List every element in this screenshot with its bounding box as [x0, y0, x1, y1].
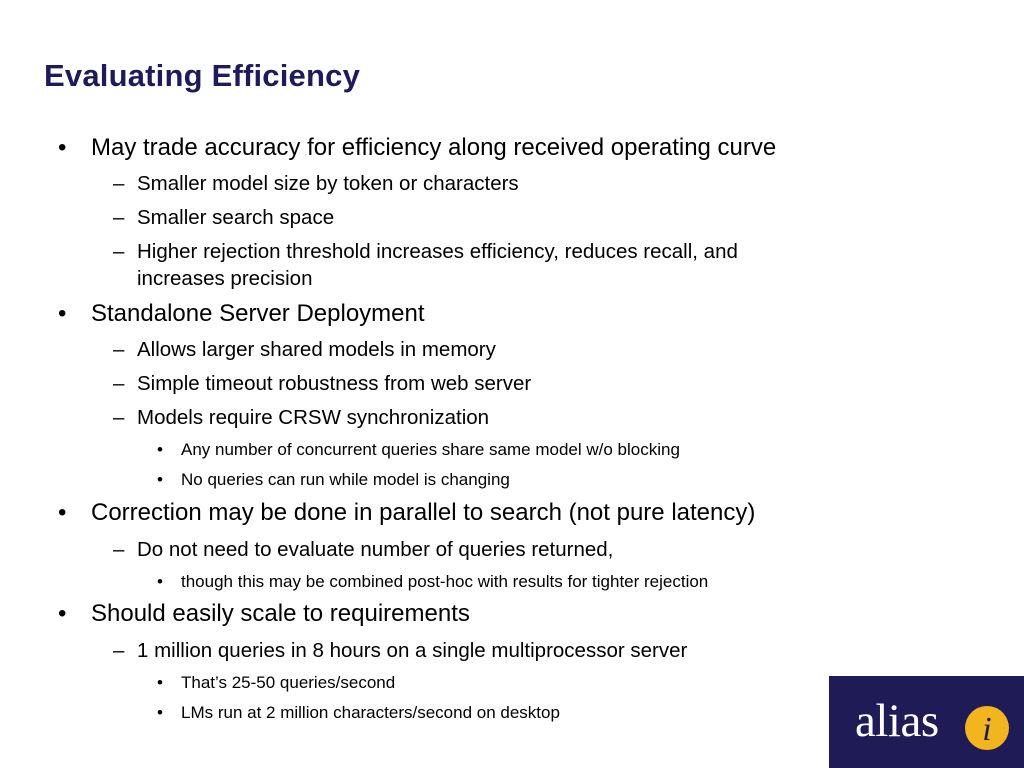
alias-i-logo [829, 676, 1024, 768]
sub-bullet-marker: – [113, 206, 125, 229]
bullet-marker: • [58, 499, 67, 526]
sub-bullet-marker: – [113, 372, 125, 395]
sub-bullet-text: Do not need to evaluate number of queries returned, [137, 538, 614, 561]
sub-bullet-text: Higher rejection threshold increases efficiency, reduces recall, and [137, 240, 738, 263]
sub-bullet-marker: – [113, 338, 125, 361]
sub-sub-bullet-text: That’s 25-50 queries/second [181, 673, 396, 692]
sub-bullet-text: Smaller model size by token or characters [137, 172, 519, 195]
logo-mark-letter: i [982, 711, 992, 748]
sub-bullet-marker: – [113, 172, 125, 195]
sub-bullet-text: Smaller search space [137, 206, 335, 229]
sub-bullet-text: 1 million queries in 8 hours on a single multiprocessor server [137, 639, 688, 662]
bullet-text: Standalone Server Deployment [91, 300, 425, 327]
sub-bullet-marker: – [113, 406, 125, 429]
sub-sub-bullet-marker: • [157, 673, 163, 692]
logo-wordmark: alias [855, 695, 939, 747]
sub-bullet-text: Simple timeout robustness from web server [137, 372, 532, 395]
bullet-text: Correction may be done in parallel to search (not pure latency) [91, 499, 756, 526]
sub-bullet-marker: – [113, 240, 125, 263]
sub-sub-bullet-text: Any number of concurrent queries share same model w/o blocking [181, 440, 680, 459]
sub-sub-bullet-text: though this may be combined post-hoc with results for tighter rejection [181, 572, 709, 591]
slide-title: Evaluating Efficiency [44, 58, 361, 93]
logo-i-mark-icon [963, 704, 1011, 752]
sub-bullet-marker: – [113, 538, 125, 561]
bullet-marker: • [58, 300, 67, 327]
sub-sub-bullet-marker: • [157, 440, 163, 459]
sub-sub-bullet-marker: • [157, 572, 163, 591]
bullet-marker: • [58, 600, 67, 627]
sub-bullet-text: Allows larger shared models in memory [137, 338, 496, 361]
sub-bullet-continuation: increases precision [137, 267, 313, 290]
sub-sub-bullet-marker: • [157, 703, 163, 722]
sub-sub-bullet-marker: • [157, 470, 163, 489]
sub-sub-bullet-text: No queries can run while model is changing [181, 470, 510, 489]
sub-bullet-marker: – [113, 639, 125, 662]
sub-bullet-text: Models require CRSW synchronization [137, 406, 490, 429]
bullet-text: May trade accuracy for efficiency along received operating curve [91, 134, 777, 161]
bullet-text: Should easily scale to requirements [91, 600, 470, 627]
bullet-marker: • [58, 134, 67, 161]
sub-sub-bullet-text: LMs run at 2 million characters/second on desktop [181, 703, 560, 722]
